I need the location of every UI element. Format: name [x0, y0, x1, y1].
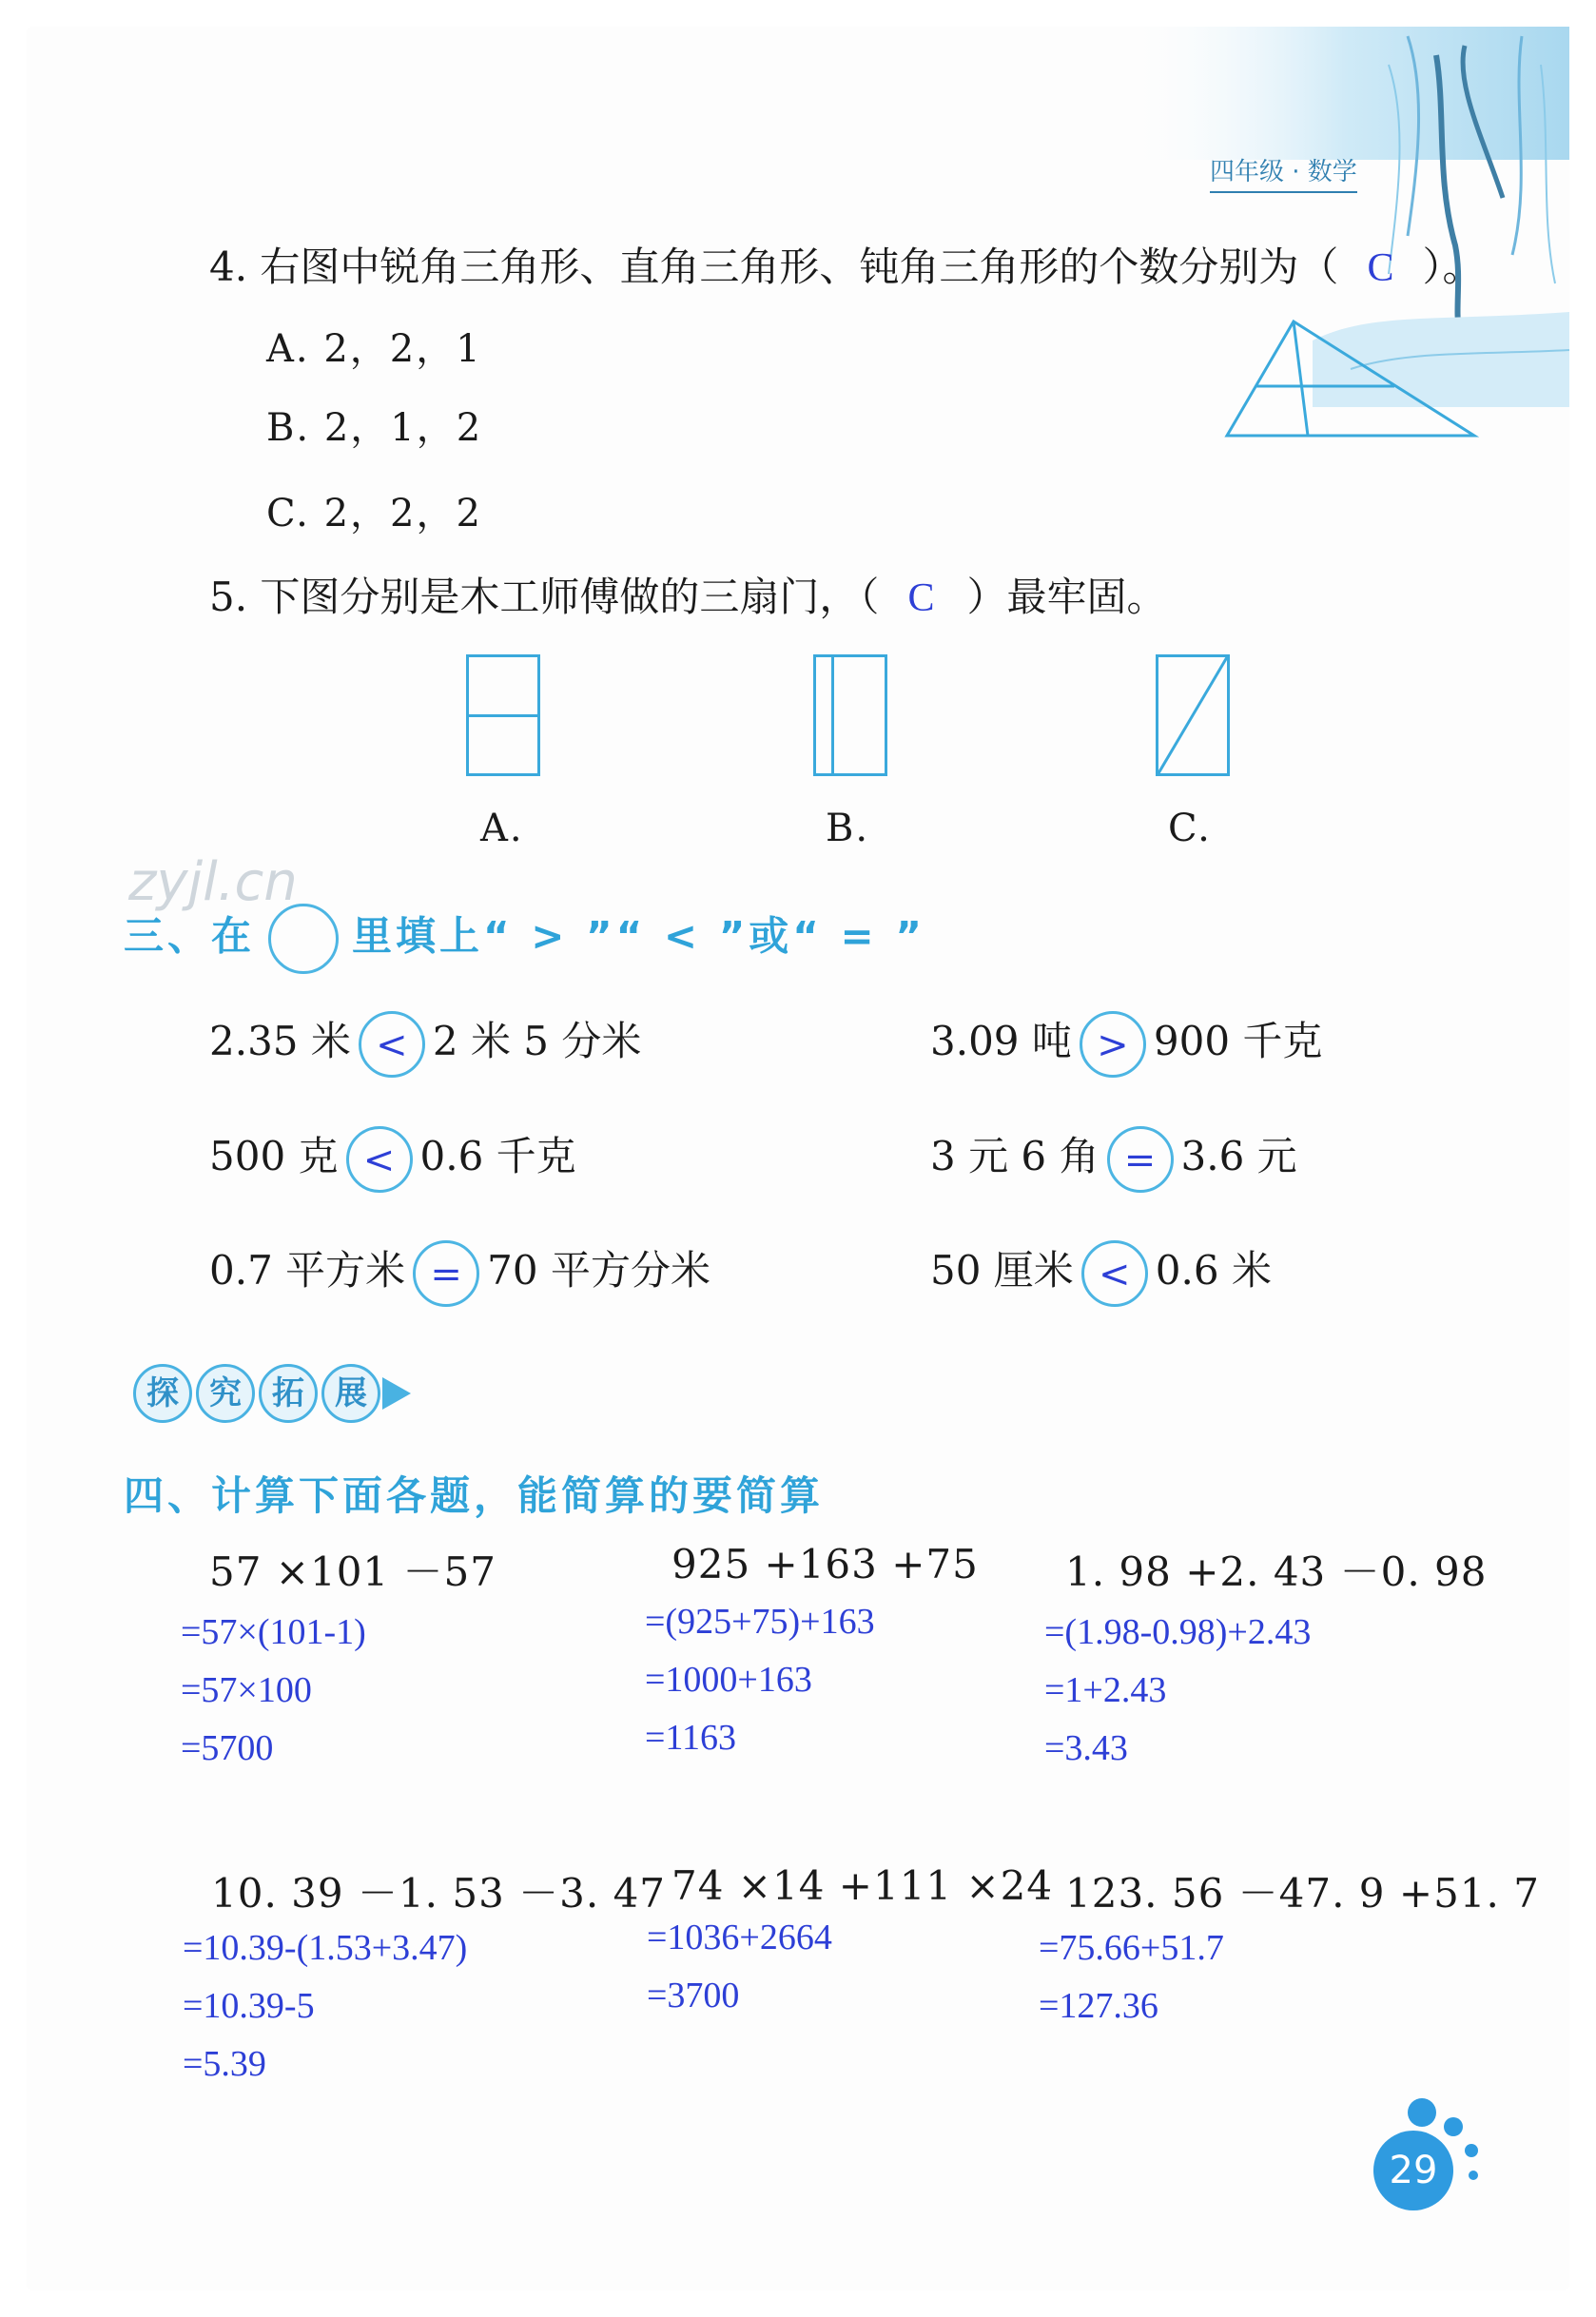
q4-option-b: B. 2，1，2: [266, 406, 483, 450]
banner-arrow-icon: [382, 1377, 411, 1410]
decor-dot-icon: [1444, 2117, 1463, 2136]
triangle-figure: [1217, 314, 1484, 447]
q4-option-c: C. 2，2，2: [266, 492, 482, 535]
compare-right: 2 米 5 分米: [432, 1018, 642, 1064]
problem-step: =1036+2664: [647, 1918, 832, 1957]
q5-question-text: 5. 下图分别是木工师傅做的三扇门，（: [209, 574, 880, 620]
compare-left: 500 克: [209, 1133, 339, 1179]
section3-title-suffix: 里填上“ > ”“ < ”或“ = ”: [352, 912, 925, 960]
q4-option-a: A. 2，2，1: [266, 327, 482, 371]
q5-answer: C: [907, 576, 935, 620]
compare-sign: =: [1107, 1126, 1174, 1193]
problem-expression: 57 ×101 －57: [209, 1548, 496, 1595]
banner-char: 展: [321, 1364, 380, 1423]
problem-step: =3700: [647, 1976, 740, 2015]
section3-title-prefix: 三、在: [124, 912, 256, 960]
compare-right: 70 平方分米: [487, 1247, 710, 1294]
compare-right: 3.6 元: [1180, 1133, 1297, 1179]
problem-step: =(925+75)+163: [645, 1602, 875, 1642]
grade-label: 四年级 · 数学: [1210, 152, 1357, 193]
compare-row-2: [930, 1010, 1322, 1078]
q4-question: [209, 236, 1482, 293]
section3-title: [124, 904, 925, 974]
explore-banner: [133, 1360, 418, 1427]
problem-step: =5700: [181, 1728, 274, 1768]
problem-3: [1044, 1541, 1488, 1778]
problem-expression: 1. 98 +2. 43 －0. 98: [1065, 1548, 1488, 1595]
page-number: 29: [1373, 2131, 1453, 2210]
banner-char: 探: [133, 1364, 192, 1423]
banner-char: 拓: [259, 1364, 318, 1423]
problem-step: =10.39-(1.53+3.47): [183, 1928, 468, 1968]
problem-expression: 123. 56 －47. 9 +51. 7: [1065, 1870, 1540, 1917]
problem-4: [183, 1862, 666, 2093]
problem-2: [645, 1541, 979, 1767]
problem-expression: 10. 39 －1. 53 －3. 47: [211, 1870, 667, 1917]
compare-sign: <: [1081, 1240, 1148, 1307]
compare-left: 2.35 米: [209, 1018, 351, 1064]
watermark: zyjl.cn: [128, 851, 298, 913]
q4-answer: C: [1367, 246, 1394, 290]
problem-step: =5.39: [183, 2044, 266, 2084]
compare-left: 3.09 吨: [930, 1018, 1072, 1064]
compare-right: 0.6 千克: [419, 1133, 576, 1179]
q5-question: [209, 566, 1166, 623]
compare-row-5: [209, 1239, 710, 1307]
problem-expression: 925 +163 +75: [671, 1541, 979, 1587]
door-b: [813, 654, 887, 776]
compare-right: 900 千克: [1153, 1018, 1323, 1064]
q4-question-text: 4. 右图中锐角三角形、直角三角形、钝角三角形的个数分别为（: [209, 243, 1339, 290]
problem-step: =57×(101-1): [181, 1612, 366, 1652]
door-c: [1156, 654, 1230, 776]
problem-step: =57×100: [181, 1670, 312, 1710]
compare-sign: <: [346, 1126, 413, 1193]
compare-left: 0.7 平方米: [209, 1247, 406, 1294]
compare-sign: >: [1080, 1011, 1146, 1078]
problem-5: [647, 1862, 1053, 2025]
q5-question-end: ）最牢固。: [966, 574, 1167, 620]
problem-step: =1+2.43: [1044, 1670, 1167, 1710]
door-b-label: B.: [826, 807, 870, 850]
problem-6: [1039, 1862, 1540, 2035]
problem-expression: 74 ×14 +111 ×24: [671, 1862, 1054, 1909]
problem-1: [181, 1541, 496, 1778]
section4-title: 四、计算下面各题，能简算的要简算: [124, 1472, 825, 1519]
page-number-badge: [1370, 2093, 1493, 2216]
compare-row-6: [930, 1239, 1272, 1307]
compare-sign: =: [413, 1240, 479, 1307]
compare-left: 50 厘米: [930, 1247, 1074, 1294]
compare-right: 0.6 米: [1155, 1247, 1272, 1294]
problem-step: =127.36: [1039, 1986, 1158, 2026]
section3-circle-icon: [268, 904, 339, 974]
decor-dot-icon: [1408, 2098, 1436, 2127]
decor-dot-icon: [1465, 2144, 1478, 2157]
compare-row-4: [930, 1125, 1297, 1193]
compare-row-3: [209, 1125, 576, 1193]
compare-sign: <: [359, 1011, 425, 1078]
compare-row-1: [209, 1010, 641, 1078]
banner-char: 究: [196, 1364, 255, 1423]
problem-step: =10.39-5: [183, 1986, 315, 2026]
problem-step: =3.43: [1044, 1728, 1128, 1768]
door-a: [466, 654, 540, 776]
problem-step: =1163: [645, 1718, 737, 1758]
compare-left: 3 元 6 角: [930, 1133, 1100, 1179]
problem-step: =75.66+51.7: [1039, 1928, 1224, 1968]
door-a-label: A.: [480, 807, 524, 850]
decor-dot-icon: [1469, 2171, 1478, 2180]
door-c-label: C.: [1168, 807, 1212, 850]
problem-step: =1000+163: [645, 1660, 812, 1700]
problem-step: =(1.98-0.98)+2.43: [1044, 1612, 1312, 1652]
q4-close: ）。: [1422, 243, 1483, 290]
